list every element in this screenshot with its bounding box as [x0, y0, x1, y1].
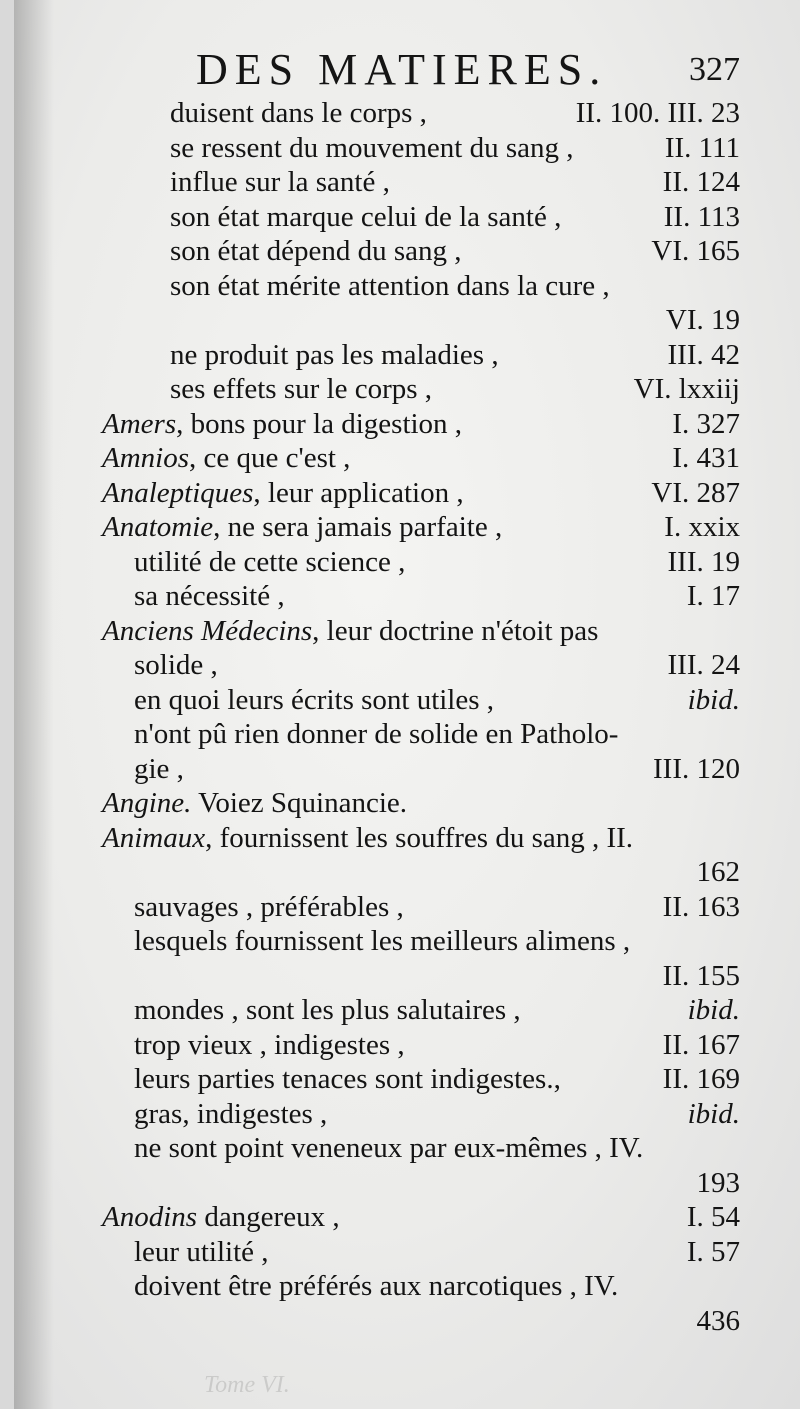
index-line: [14, 441, 800, 476]
entry-body: son état marque celui de la santé ,: [170, 200, 562, 233]
entry-text: [170, 234, 462, 269]
index-line: [14, 234, 800, 269]
entry-body: n'ont pû rien donner de solide en Patholo-: [134, 718, 619, 750]
entry-body: gras, indigestes ,: [134, 1097, 328, 1130]
entry-reference: II. 155: [662, 959, 740, 992]
entry-body: son état dépend du sang ,: [170, 235, 462, 267]
entry-body: trop vieux , indigestes ,: [134, 1028, 405, 1061]
entry-body: Voiez Squinancie.: [191, 787, 407, 819]
index-line: [14, 510, 800, 545]
entry-text: [134, 1235, 269, 1270]
entry-reference: I. 327: [672, 407, 740, 440]
entry-text: [102, 441, 350, 476]
entry-reference: II. 124: [662, 166, 740, 198]
index-line: [14, 993, 800, 1028]
book-page: [14, 0, 800, 1409]
entry-body: , ne sera jamais parfaite ,: [213, 511, 503, 543]
entry-body: influe sur la santé ,: [170, 166, 390, 198]
entry-text: [170, 338, 499, 373]
index-line: [14, 717, 800, 752]
entry-body: ne sont point veneneux par eux-mêmes , IV.: [134, 1132, 644, 1164]
entry-reference: I. xxix: [664, 511, 740, 543]
entry-reference: VI. 19: [665, 304, 740, 336]
entry-body: , leur application ,: [253, 476, 464, 509]
entry-body: duisent dans le corps ,: [170, 97, 427, 129]
index-line: [14, 407, 800, 442]
entry-body: lesquels fournissent les meilleurs alimens ,: [134, 925, 631, 957]
index-line: [14, 786, 800, 821]
entry-body: leurs parties tenaces sont indigestes.,: [134, 1063, 561, 1095]
entry-text: [170, 165, 390, 200]
index-line: [14, 1131, 800, 1166]
entry-text: [134, 1131, 643, 1166]
entry-reference: II. 111: [664, 131, 740, 164]
index-line: [14, 1166, 800, 1201]
entry-reference: VI. lxxiij: [633, 373, 740, 405]
entry-text: [134, 579, 285, 614]
index-line: [14, 648, 800, 683]
entry-body: sa nécessité ,: [134, 580, 285, 612]
entry-text: [170, 200, 561, 235]
entry-text: [134, 717, 618, 752]
index-line: [14, 476, 800, 511]
index-line: [14, 683, 800, 718]
index-line: [14, 1304, 800, 1339]
signature-mark: Tome VI.: [204, 1372, 290, 1398]
entry-reference: III. 120: [653, 752, 740, 785]
entry-body: , bons pour la digestion ,: [176, 407, 463, 440]
entry-body: en quoi leurs écrits sont utiles ,: [134, 683, 495, 716]
entry-text: [170, 96, 427, 131]
entry-reference: I. 54: [686, 1201, 740, 1233]
index-line: [14, 924, 800, 959]
index-line: [14, 96, 800, 131]
entry-text: [134, 1097, 327, 1132]
entry-headword: Angine.: [102, 787, 192, 819]
entry-body: gie ,: [134, 752, 184, 785]
entry-reference: VI. 287: [651, 476, 740, 509]
entry-text: [134, 648, 218, 683]
entry-headword: Animaux: [102, 821, 206, 854]
entry-text: [170, 269, 610, 304]
index-line: [14, 890, 800, 925]
entry-body: , fournissent les souffres du sang , II.: [205, 821, 634, 854]
entry-headword: Anatomie: [102, 511, 214, 543]
entry-body: solide ,: [134, 649, 218, 681]
entry-headword: Analeptiques: [102, 476, 254, 509]
entry-text: [134, 1062, 561, 1097]
entry-reference: I. 57: [686, 1235, 740, 1268]
entry-body: ne produit pas les maladies ,: [170, 338, 499, 371]
index-line: [14, 752, 800, 787]
entry-reference: II. 167: [662, 1028, 740, 1061]
entry-body: doivent être préférés aux narcotiques , IV.: [134, 1270, 619, 1302]
entry-reference: III. 42: [667, 338, 740, 371]
entry-body: mondes , sont les plus salutaires ,: [134, 994, 521, 1026]
entry-body: se ressent du mouvement du sang ,: [170, 131, 574, 164]
entry-text: [102, 821, 633, 856]
entry-reference: 162: [696, 856, 740, 888]
entry-reference: III. 24: [667, 649, 740, 681]
entry-text: [102, 786, 407, 821]
entry-text: [134, 545, 405, 580]
entry-body: sauvages , préférables ,: [134, 890, 404, 923]
entry-text: [102, 510, 502, 545]
entry-body: , leur doctrine n'étoit pas: [312, 614, 599, 647]
entry-text: [102, 1200, 340, 1235]
entry-reference: III. 19: [667, 545, 740, 578]
index-line: [14, 338, 800, 373]
entry-text: [134, 890, 404, 925]
entry-body: leur utilité ,: [134, 1235, 269, 1268]
page-header: [14, 42, 800, 98]
index-line: [14, 269, 800, 304]
index-line: [14, 131, 800, 166]
index-line: [14, 821, 800, 856]
entry-reference: I. 431: [672, 442, 740, 474]
entry-text: [102, 476, 464, 511]
index-line: [14, 200, 800, 235]
entry-text: [102, 407, 462, 442]
entry-text: [134, 1028, 405, 1063]
index-line: [14, 545, 800, 580]
entry-reference: II. 169: [662, 1063, 740, 1095]
page-number: 327: [689, 51, 740, 88]
index-line: [14, 1269, 800, 1304]
index-line: [14, 303, 800, 338]
entry-reference: II. 163: [662, 890, 740, 923]
entry-reference: II. 100. III. 23: [575, 97, 740, 129]
entry-body: utilité de cette science ,: [134, 545, 406, 578]
entry-reference: II. 113: [663, 200, 740, 233]
entry-text: [134, 1269, 618, 1304]
index-line: [14, 1200, 800, 1235]
entry-headword: Amnios: [102, 442, 189, 474]
entry-reference: I. 17: [686, 580, 740, 612]
entry-body: son état mérite attention dans la cure ,: [170, 269, 610, 302]
entry-body: , ce que c'est ,: [189, 442, 351, 474]
index-line: [14, 1028, 800, 1063]
index-line: [14, 614, 800, 649]
entry-reference: ibid.: [687, 1097, 740, 1130]
index-line: [14, 1235, 800, 1270]
entry-reference: VI. 165: [651, 235, 740, 267]
index-line: [14, 579, 800, 614]
entry-text: [134, 752, 184, 787]
index-line: [14, 855, 800, 890]
entry-body: dangereux ,: [197, 1201, 340, 1233]
index-line: [14, 165, 800, 200]
entry-body: ses effets sur le corps ,: [170, 373, 433, 405]
running-title: DES MATIERES.: [196, 45, 608, 94]
entry-headword: Anciens Médecins: [102, 614, 313, 647]
entry-headword: Anodins: [102, 1201, 198, 1233]
index-entries: [14, 96, 800, 1338]
entry-reference: ibid.: [687, 994, 740, 1026]
index-line: [14, 959, 800, 994]
entry-text: [170, 372, 432, 407]
entry-reference: ibid.: [687, 683, 740, 716]
entry-reference: 436: [696, 1304, 740, 1337]
entry-text: [102, 614, 598, 649]
index-line: [14, 372, 800, 407]
entry-text: [134, 993, 521, 1028]
entry-text: [134, 683, 494, 718]
entry-headword: Amers: [102, 407, 177, 440]
entry-text: [134, 924, 630, 959]
entry-reference: 193: [696, 1166, 740, 1199]
index-line: [14, 1097, 800, 1132]
entry-text: [170, 131, 574, 166]
index-line: [14, 1062, 800, 1097]
